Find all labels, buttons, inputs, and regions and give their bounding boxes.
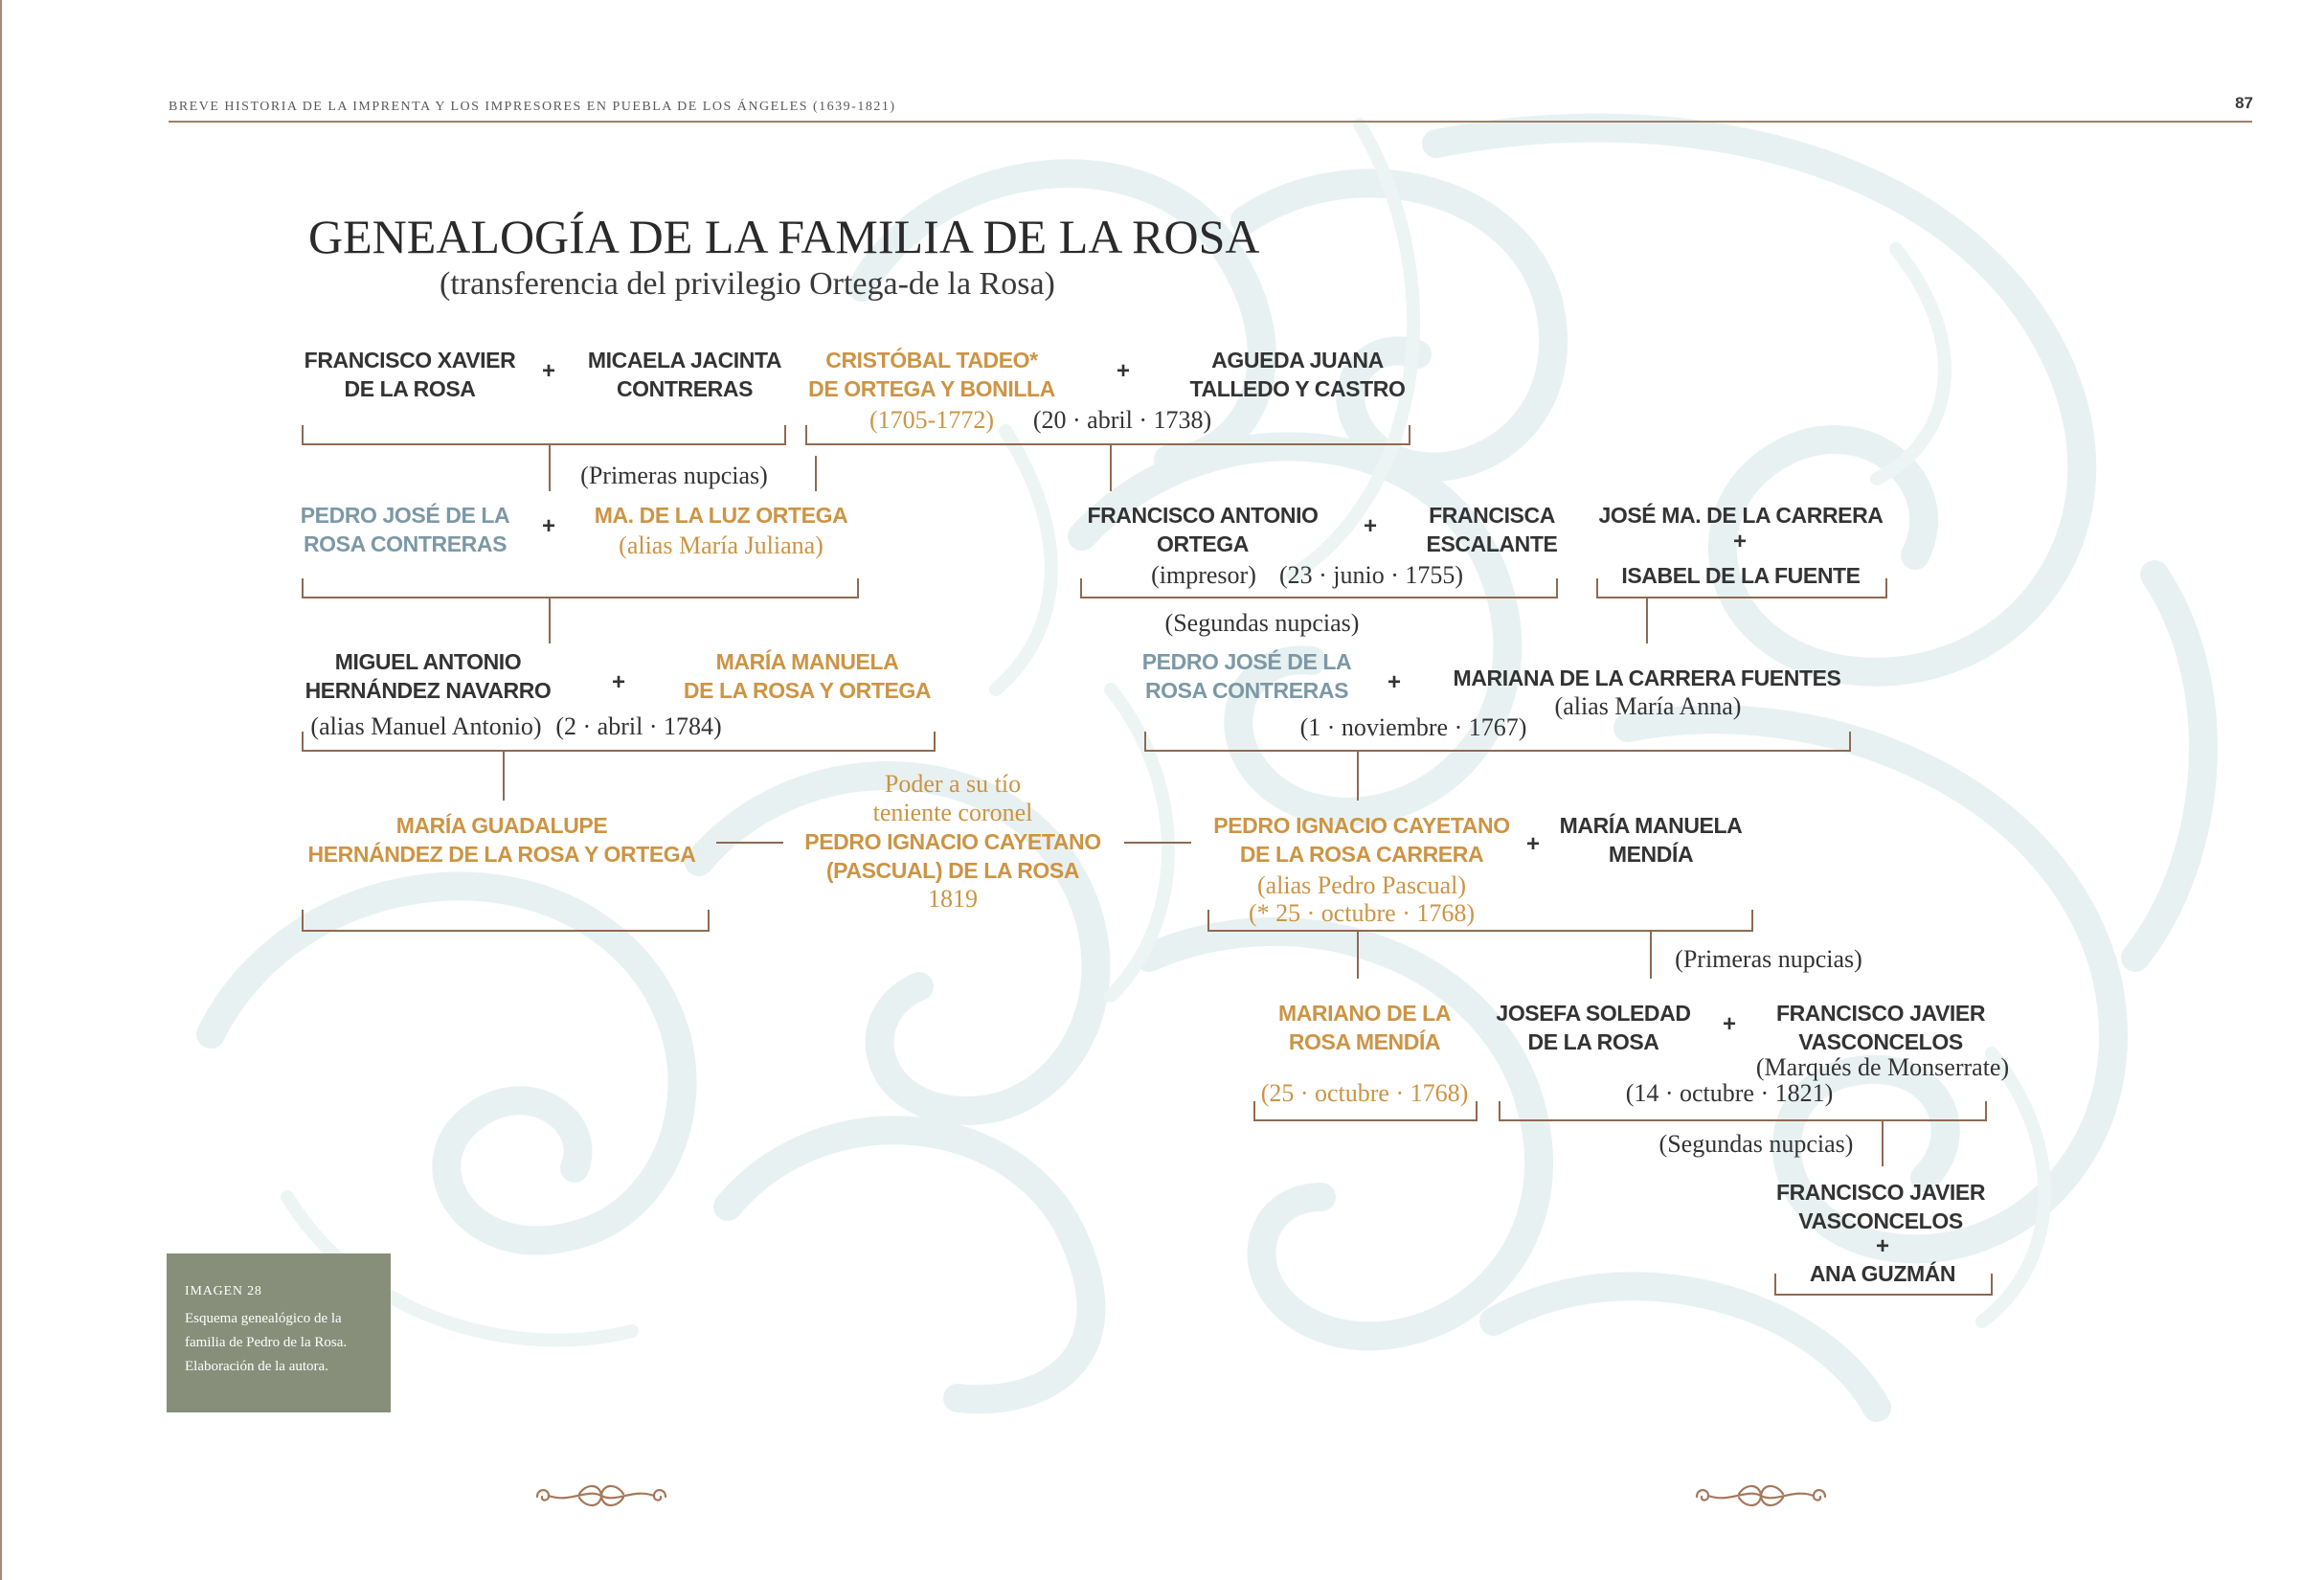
person-francisco-xavier-de-la-rosa: [305, 346, 516, 403]
name-line: MENDÍA: [1608, 842, 1694, 867]
name-line: MARIANA DE LA CARRERA FUENTES: [1453, 666, 1841, 690]
name-line: TALLEDO Y CASTRO: [1189, 376, 1406, 401]
name-line: HERNÁNDEZ DE LA ROSA Y ORTEGA: [307, 842, 696, 867]
mariano-date: (25 · octubre · 1768): [1260, 1079, 1469, 1107]
name-line: DE ORTEGA Y BONILLA: [808, 376, 1055, 401]
name-line: FRANCISCO JAVIER: [1775, 1180, 1986, 1205]
name-line: FRANCISCO ANTONIO: [1087, 503, 1319, 528]
label-marques-de-monserrate: (Marqués de Monserrate): [1755, 1053, 2010, 1081]
person-francisco-javier-vasconcelos-2: [1776, 1178, 1985, 1235]
name-line: MARÍA MANUELA: [715, 649, 899, 674]
person-francisco-antonio-ortega: [1087, 501, 1318, 558]
plus-sign: +: [1387, 669, 1402, 695]
name-line: MICAELA JACINTA: [587, 348, 782, 372]
person-jose-ma-de-la-carrera: [1598, 501, 1883, 530]
person-mariano-de-la-rosa-mendia: [1278, 999, 1451, 1056]
page-number: 87: [2235, 94, 2253, 112]
name-line: CONTRERAS: [616, 376, 754, 401]
name-line: HERNÁNDEZ NAVARRO: [305, 678, 552, 703]
flourish-ornament-right: [1691, 1478, 1831, 1513]
page-subtitle: (transferencia del privilegio Ortega-de la Rosa): [440, 266, 1055, 302]
marriage-date-1755: (23 · junio · 1755): [1278, 561, 1464, 589]
label-primeras-nupcias-2: (Primeras nupcias): [1675, 945, 1862, 973]
note-year: 1819: [928, 885, 978, 913]
caption-line: Esquema genealógico de la: [185, 1311, 342, 1326]
caption-text: [185, 1307, 373, 1379]
name-line: ORTEGA: [1157, 531, 1249, 556]
plus-sign: +: [611, 669, 626, 695]
bracket-guadalupe: [303, 910, 709, 931]
name-line: ROSA MENDÍA: [1288, 1029, 1441, 1054]
name-line: ISABEL DE LA FUENTE: [1621, 563, 1861, 588]
plus-sign: +: [1732, 529, 1748, 554]
person-francisca-escalante: [1427, 501, 1558, 558]
name-line: JOSEFA SOLEDAD: [1496, 1001, 1691, 1026]
label-segundas-nupcias-2: (Segundas nupcias): [1658, 1130, 1854, 1158]
cristobal-dates: (1705-1772): [869, 406, 994, 434]
name-line: DE LA ROSA Y ORTEGA: [683, 678, 932, 703]
bracket-pedro1-luz: [303, 578, 858, 598]
page-title: GENEALOGÍA DE LA FAMILIA DE LA ROSA: [308, 210, 1260, 263]
name-line: PEDRO JOSÉ DE LA: [1141, 649, 1352, 674]
name-line: CRISTÓBAL TADEO*: [825, 348, 1038, 372]
person-miguel-antonio-hernandez-navarro: [305, 647, 552, 705]
caption-line: Elaboración de la autora.: [185, 1359, 328, 1374]
name-line: PEDRO IGNACIO CAYETANO: [1213, 813, 1510, 838]
name-line: MARIANO DE LA: [1277, 1001, 1452, 1026]
name-line: AGUEDA JUANA: [1211, 348, 1384, 372]
bracket-xavier-micaela: [303, 425, 785, 444]
person-maria-manuela-de-la-rosa-y-ortega: [684, 647, 931, 705]
figure-caption: [167, 1253, 391, 1412]
plus-sign: +: [1363, 513, 1378, 539]
plus-sign: +: [1525, 831, 1541, 857]
person-maria-manuela-mendia: [1560, 811, 1743, 869]
name-line: FRANCISCA: [1429, 503, 1555, 528]
name-line: PEDRO IGNACIO CAYETANO: [804, 829, 1101, 854]
marriage-date-1821: (14 · octubre · 1821): [1625, 1079, 1834, 1107]
name-line: PEDRO JOSÉ DE LA: [300, 503, 510, 528]
person-mariana-de-la-carrera-fuentes: [1454, 664, 1841, 692]
name-line: ROSA CONTRERAS: [1144, 678, 1349, 703]
running-header: BREVE HISTORIA DE LA IMPRENTA Y LOS IMPRESORES EN PUEBLA DE LOS ÁNGELES (1639-1821): [169, 100, 896, 114]
pedro-ignacio-alias: (alias Pedro Pascual): [1256, 871, 1467, 899]
person-isabel-de-la-fuente: [1621, 561, 1860, 590]
flourish-ornament-left: [531, 1478, 671, 1513]
pedro-ignacio-birth: (* 25 · octubre · 1768): [1248, 899, 1476, 927]
name-line: MA. DE LA LUZ ORTEGA: [594, 503, 848, 528]
caption-line: familia de Pedro de la Rosa.: [185, 1335, 348, 1350]
name-line: VASCONCELOS: [1798, 1208, 1963, 1233]
plus-sign: +: [1116, 358, 1131, 384]
miguel-alias: (alias Manuel Antonio): [310, 712, 542, 740]
person-ana-guzman: [1810, 1259, 1955, 1288]
person-josefa-soledad-de-la-rosa: [1496, 999, 1690, 1056]
person-agueda-juana-talledo: [1190, 346, 1406, 403]
name-line: ANA GUZMÁN: [1809, 1261, 1956, 1286]
plus-sign: +: [1875, 1233, 1890, 1259]
name-line: ROSA CONTRERAS: [303, 531, 508, 556]
name-line: MARÍA MANUELA: [1559, 813, 1743, 838]
name-line: DE LA ROSA: [1527, 1029, 1659, 1054]
note-line: Poder a su tío: [884, 770, 1022, 798]
person-cristobal-tadeo-de-ortega: [808, 346, 1055, 403]
marriage-date-1767: (1 · noviembre · 1767): [1299, 713, 1527, 741]
name-line: FRANCISCO XAVIER: [304, 348, 516, 372]
person-micaela-jacinta-contreras: [588, 346, 781, 403]
marriage-date-1784: (2 · abril · 1784): [555, 712, 722, 740]
plus-sign: +: [1722, 1011, 1737, 1037]
mariana-alias: (alias María Anna): [1554, 692, 1742, 720]
label-primeras-nupcias: (Primeras nupcias): [580, 462, 768, 489]
name-line: (PASCUAL) DE LA ROSA: [825, 858, 1080, 883]
plus-sign: +: [541, 513, 556, 539]
name-line: JOSÉ MA. DE LA CARRERA: [1598, 503, 1884, 528]
person-maria-guadalupe-hernandez-de-la-rosa: [308, 811, 696, 869]
name-line: DE LA ROSA CARRERA: [1239, 842, 1484, 867]
name-line: ESCALANTE: [1426, 531, 1558, 556]
caption-label: IMAGEN 28: [185, 1284, 262, 1298]
note-line: teniente coronel: [872, 799, 1033, 826]
name-line: FRANCISCO JAVIER: [1775, 1001, 1986, 1026]
plus-sign: +: [541, 358, 556, 384]
note-poder-a-su-tio: [804, 770, 1100, 914]
person-ma-de-la-luz-ortega: [595, 501, 848, 530]
name-line: MIGUEL ANTONIO: [334, 649, 522, 674]
person-pedro-jose-de-la-rosa-contreras-2: [1142, 647, 1352, 705]
ma-luz-alias: (alias María Juliana): [619, 531, 824, 559]
name-line: VASCONCELOS: [1798, 1029, 1963, 1054]
name-line: MARÍA GUADALUPE: [395, 813, 608, 838]
person-pedro-jose-de-la-rosa-contreras: [301, 501, 510, 558]
person-pedro-ignacio-cayetano-de-la-rosa-carrera: [1213, 811, 1509, 869]
marriage-date-1738: (20 · abril · 1738): [1032, 406, 1212, 434]
label-segundas-nupcias: (Segundas nupcias): [1164, 609, 1360, 637]
name-line: DE LA ROSA: [344, 376, 476, 401]
label-impresor: (impresor): [1151, 561, 1256, 589]
person-francisco-javier-vasconcelos: [1776, 999, 1985, 1056]
